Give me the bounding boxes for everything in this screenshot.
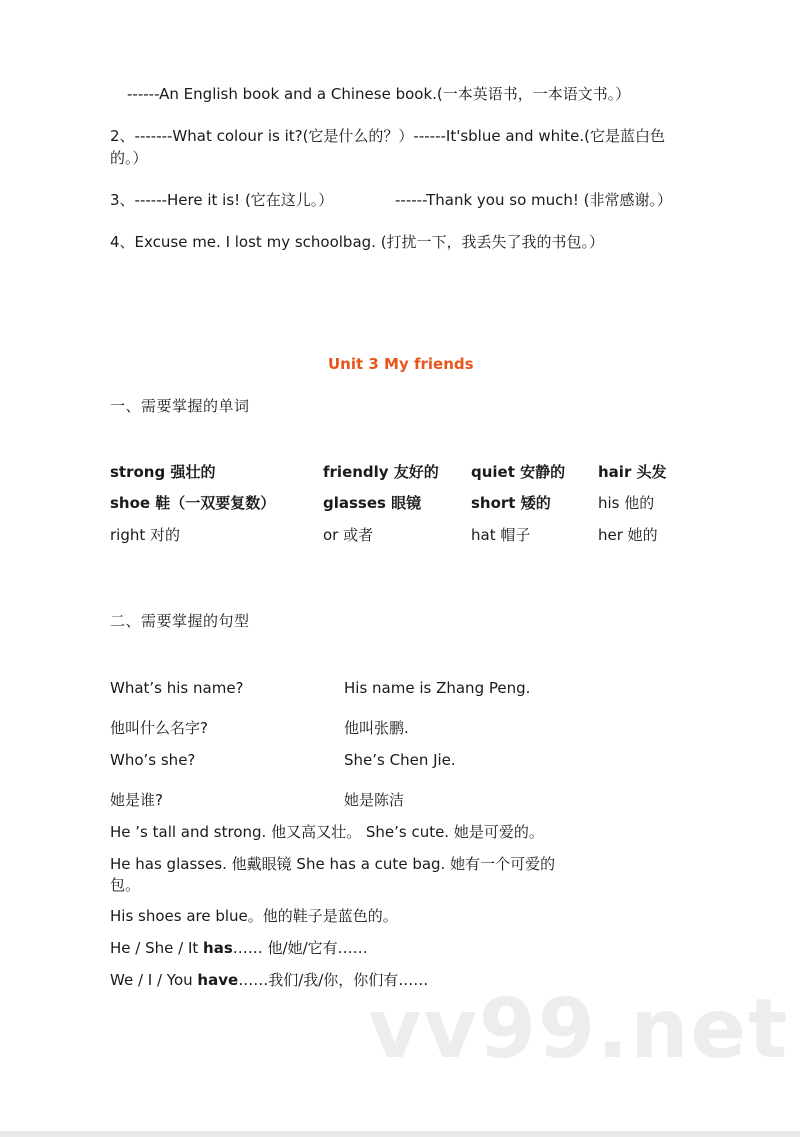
sentence-line: He ’s tall and strong. 他又高又壮。 She’s cute. 她是可爱的。 — [110, 823, 544, 841]
vocab-heading: 一、需要掌握的单词 — [110, 397, 250, 415]
verb-has: has — [203, 939, 233, 957]
sentence-line-cont: 包。 — [110, 876, 141, 894]
vocab-word: hair 头发 — [598, 463, 667, 481]
sentence-item-2: 2、-------What colour is it?(它是什么的？）------It'sblue and white.(它是蓝白色 — [110, 127, 666, 145]
sentence-item-3a: 3、------Here it is! (它在这儿。） — [110, 191, 334, 209]
vocab-word: hat 帽子 — [471, 526, 531, 544]
sentence-en: His name is Zhang Peng. — [344, 679, 531, 697]
sentence-zh: 她是谁? — [110, 791, 163, 809]
vocab-word: strong 强壮的 — [110, 463, 216, 481]
page-bottom-edge — [0, 1131, 800, 1137]
pronoun-list: We / I / You — [110, 971, 198, 989]
vocab-word: his 他的 — [598, 494, 655, 512]
sentence-line: His shoes are blue。他的鞋子是蓝色的。 — [110, 907, 398, 925]
sentence-zh: 她是陈洁 — [344, 791, 405, 809]
verb-have: have — [197, 971, 239, 989]
vocab-word: glasses 眼镜 — [323, 494, 422, 512]
unit-title: Unit 3 My friends — [328, 355, 474, 373]
sentence-en: What’s his name? — [110, 679, 244, 697]
sentences-heading: 二、需要掌握的句型 — [110, 612, 250, 630]
vocab-word: right 对的 — [110, 526, 181, 544]
pronoun-meaning: …… 他/她/它有…… — [232, 939, 368, 957]
watermark: vv99.net — [368, 982, 790, 1077]
sentence-line: He has glasses. 他戴眼镜 She has a cute bag. 她有一个可爱的 — [110, 855, 556, 873]
sentence-en: Who’s she? — [110, 751, 196, 769]
pronoun-list: He / She / It — [110, 939, 204, 957]
vocab-word: shoe 鞋（一双要复数） — [110, 494, 276, 512]
vocab-word: quiet 安静的 — [471, 463, 566, 481]
answer-line: ------An English book and a Chinese book.(一本英语书，一本语文书。） — [127, 85, 631, 103]
pronoun-meaning: ……我们/我/你，你们有…… — [238, 971, 429, 989]
vocab-word: her 她的 — [598, 526, 658, 544]
sentence-item-3b: ------Thank you so much! (非常感谢。） — [395, 191, 673, 209]
vocab-word: short 矮的 — [471, 494, 551, 512]
vocab-word: or 或者 — [323, 526, 374, 544]
sentence-item-4: 4、Excuse me. I lost my schoolbag. (打扰一下，我丢失了我的书包。） — [110, 233, 605, 251]
sentence-line-has — [110, 938, 368, 958]
vocab-word: friendly 友好的 — [323, 463, 439, 481]
sentence-item-2-cont: 的。） — [110, 149, 148, 167]
sentence-zh: 他叫张鹏. — [344, 719, 409, 737]
sentence-en: She’s Chen Jie. — [344, 751, 456, 769]
sentence-zh: 他叫什么名字? — [110, 719, 208, 737]
